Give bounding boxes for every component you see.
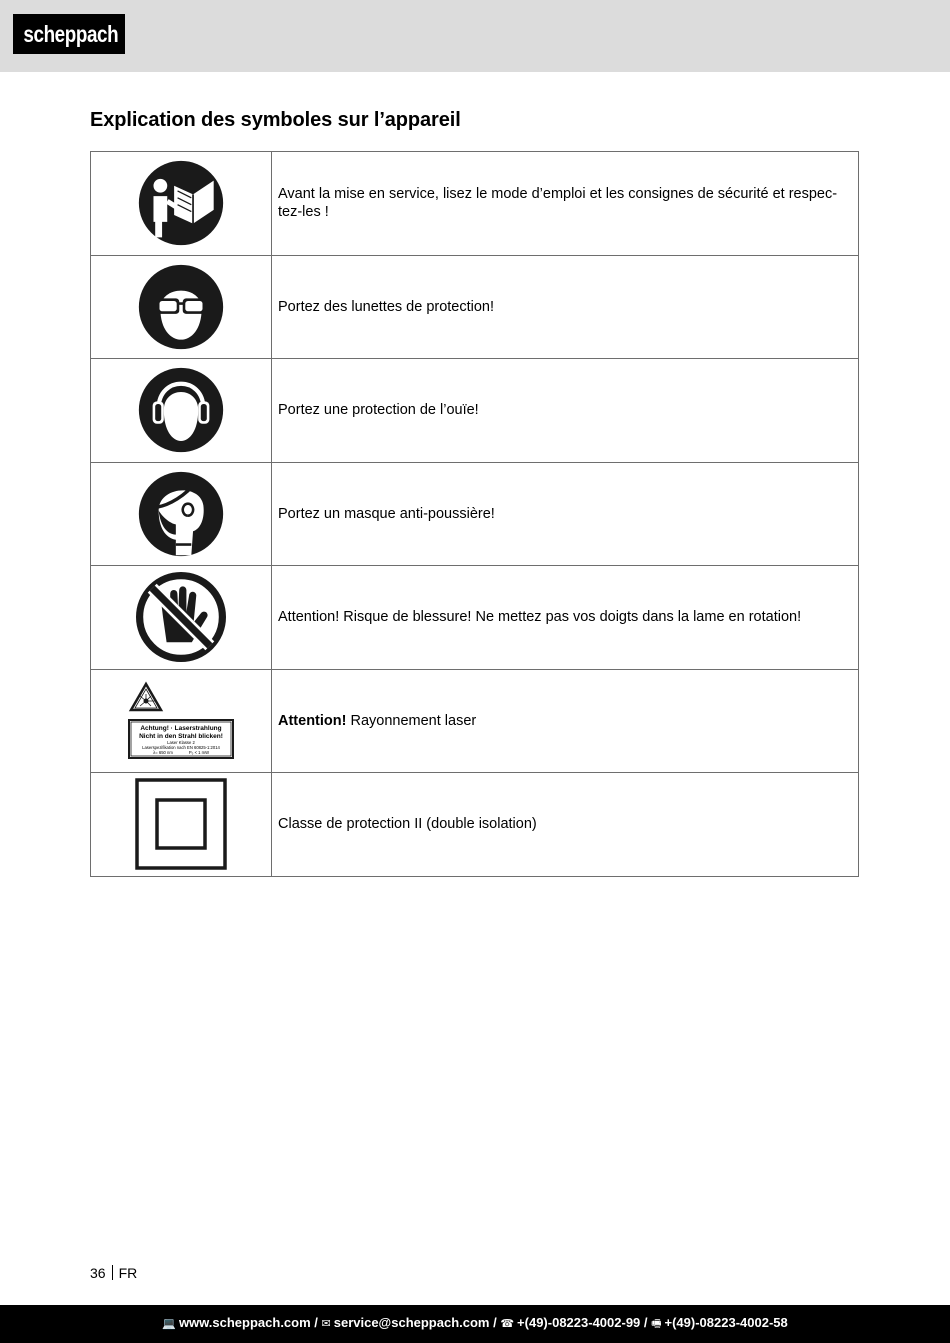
phone-icon: ☎ — [500, 1318, 515, 1330]
table-row — [91, 462, 859, 566]
laser-label-line5a: λ= 650 nm — [153, 749, 173, 755]
footer-phone: +(49)-08223-4002-99 — [517, 1315, 641, 1330]
computer-icon: 💻 — [162, 1318, 176, 1330]
eye-protection-icon — [138, 264, 224, 350]
laser-label-line5b: P₀ < 1 mW — [188, 749, 210, 755]
laser-warning-icon — [127, 681, 235, 761]
row-text: Portez un masque anti-poussière! — [272, 462, 859, 566]
symbols-table — [90, 151, 859, 877]
row-text: Classe de protection II (double isolation) — [272, 773, 859, 877]
attention-label: Attention! — [278, 712, 347, 729]
table-row — [91, 359, 859, 463]
section-title: Explication des symboles sur l’appareil — [90, 109, 461, 131]
table-row — [91, 566, 859, 670]
brand-logo: scheppach — [13, 14, 125, 54]
row-text: Avant la mise en service, lisez le mode d’emploi et les consignes de sécurité et respec-tez-les ! — [272, 152, 859, 256]
row-text: Attention! Risque de blessure! Ne mettez pas vos doigts dans la lame en rotation! — [272, 566, 859, 670]
row-text: Portez des lunettes de protection! — [272, 255, 859, 359]
laser-label-line4: Laserspezifikation nach EN 60825-1:2014 — [142, 744, 220, 750]
row-text: Portez une protection de l’ouïe! — [272, 359, 859, 463]
table-row — [91, 773, 859, 877]
fax-icon: 🖷 — [651, 1318, 662, 1330]
no-hands-icon — [136, 572, 226, 662]
page-separator — [112, 1265, 113, 1280]
laser-label-line2: Nicht in den Strahl blicken! — [139, 732, 223, 740]
header-bar — [0, 0, 950, 72]
dust-mask-icon — [138, 471, 224, 557]
table-row — [91, 255, 859, 359]
laser-label-line1: Achtung! · Laserstrahlung — [140, 724, 222, 732]
class-ii-insulation-icon — [135, 778, 227, 870]
laser-text: Rayonnement laser — [346, 712, 477, 729]
footer-website[interactable]: www.scheppach.com — [178, 1315, 311, 1330]
page-number — [90, 1265, 137, 1281]
footer-fax: +(49)-08223-4002-58 — [664, 1315, 788, 1330]
page-language: FR — [118, 1265, 138, 1281]
table-row — [91, 152, 859, 256]
page-number-value: 36 — [90, 1265, 106, 1281]
ear-protection-icon — [138, 367, 224, 453]
footer-bar: 💻 www.scheppach.com / ✉ service@scheppach.com / ☎ +(49)-08223-4002-99 / 🖷 +(49)-08223-4002-58 — [0, 1305, 950, 1343]
footer-email[interactable]: service@scheppach.com — [333, 1315, 490, 1330]
row-text — [272, 669, 859, 773]
read-manual-icon — [138, 160, 224, 246]
table-row — [91, 669, 859, 773]
laser-label-line3: Laser Klasse 2 — [167, 739, 195, 745]
envelope-icon: ✉ — [321, 1318, 331, 1330]
